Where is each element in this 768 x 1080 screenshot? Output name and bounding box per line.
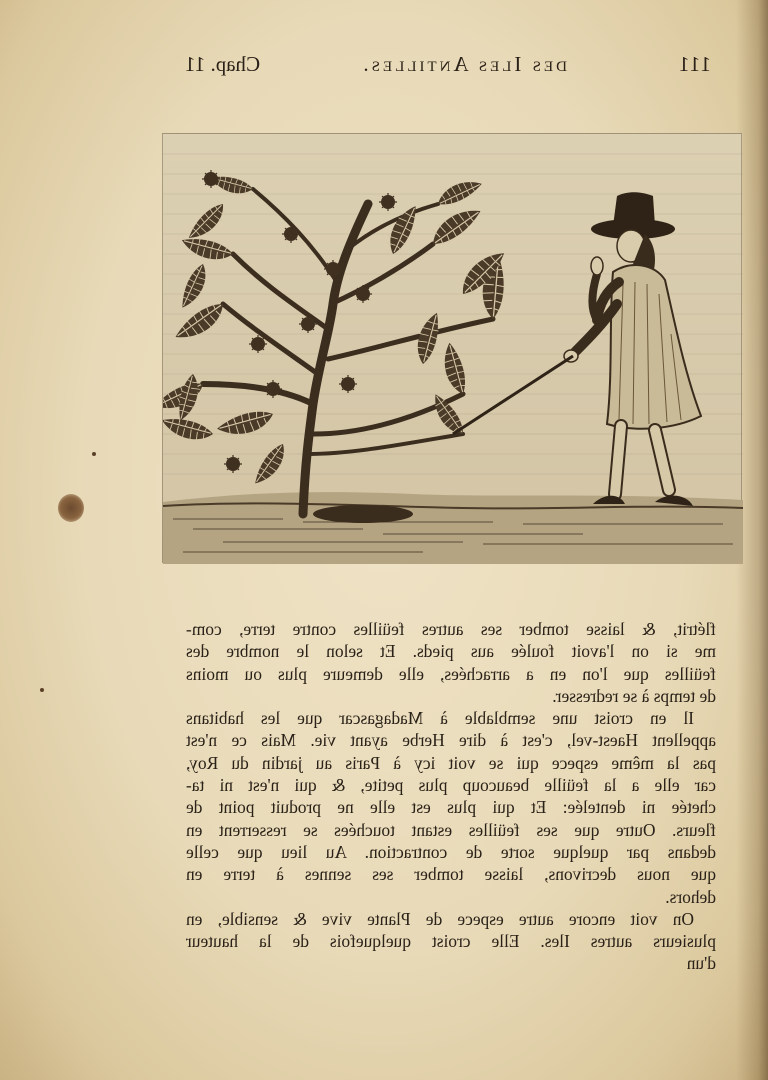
text-line: d'un [686, 953, 716, 974]
foxing-speck [92, 452, 96, 456]
text-line: car elle a la feüille beaucoup plus petite, & qui n'est ni ta- [186, 775, 716, 796]
foxing-stain [58, 494, 84, 522]
text-line: flétrit, & laisse tomber ses autres feüilles contre terre, com- [186, 619, 716, 639]
running-title: des Iles Antilles. [360, 52, 567, 76]
text-line: On voit encore autre espece de Plante vive & sensible, en [186, 908, 694, 929]
text-line: pas la même espece qui se voit icy à Paris au jardin du Roy, [186, 752, 716, 773]
chapter-label: Chap. 11 [185, 52, 261, 76]
engraving-illustration [162, 133, 742, 563]
text-line: plusieurs autres Iles. Elle croist quelquefois de la hauteur [186, 931, 716, 952]
text-line: chetée ni dentelée: Et qui plus est elle ne produit point de [186, 797, 716, 818]
text-line: dedans par quelque sorte de contraction. Au lieu que celle [186, 841, 716, 862]
text-line: me si on l'avoit foulée aus pieds. Et selon le nombre des [186, 641, 716, 662]
body-text [186, 618, 716, 975]
text-line: feüilles que l'on en a arrachées, elle demeure plus ou moins [186, 663, 716, 684]
text-line: appellent Haest-vel, c'est à dire Herbe ayant vie. Mais ce n'est [186, 730, 716, 751]
foxing-speck [40, 688, 44, 692]
text-line: fleurs. Outre que ses feüilles estant touchées se resserrent en [186, 819, 716, 840]
page-number: 111 [678, 52, 711, 76]
text-line: de temps à se redresser. [552, 685, 716, 706]
engraving-image [163, 134, 743, 564]
text-line: Il en croist une semblable à Madagascar que les habitans [186, 708, 694, 729]
text-line: que nous decrivons, laisse tomber ses sennes à terre en [186, 864, 716, 885]
text-line: dehors. [665, 886, 716, 907]
